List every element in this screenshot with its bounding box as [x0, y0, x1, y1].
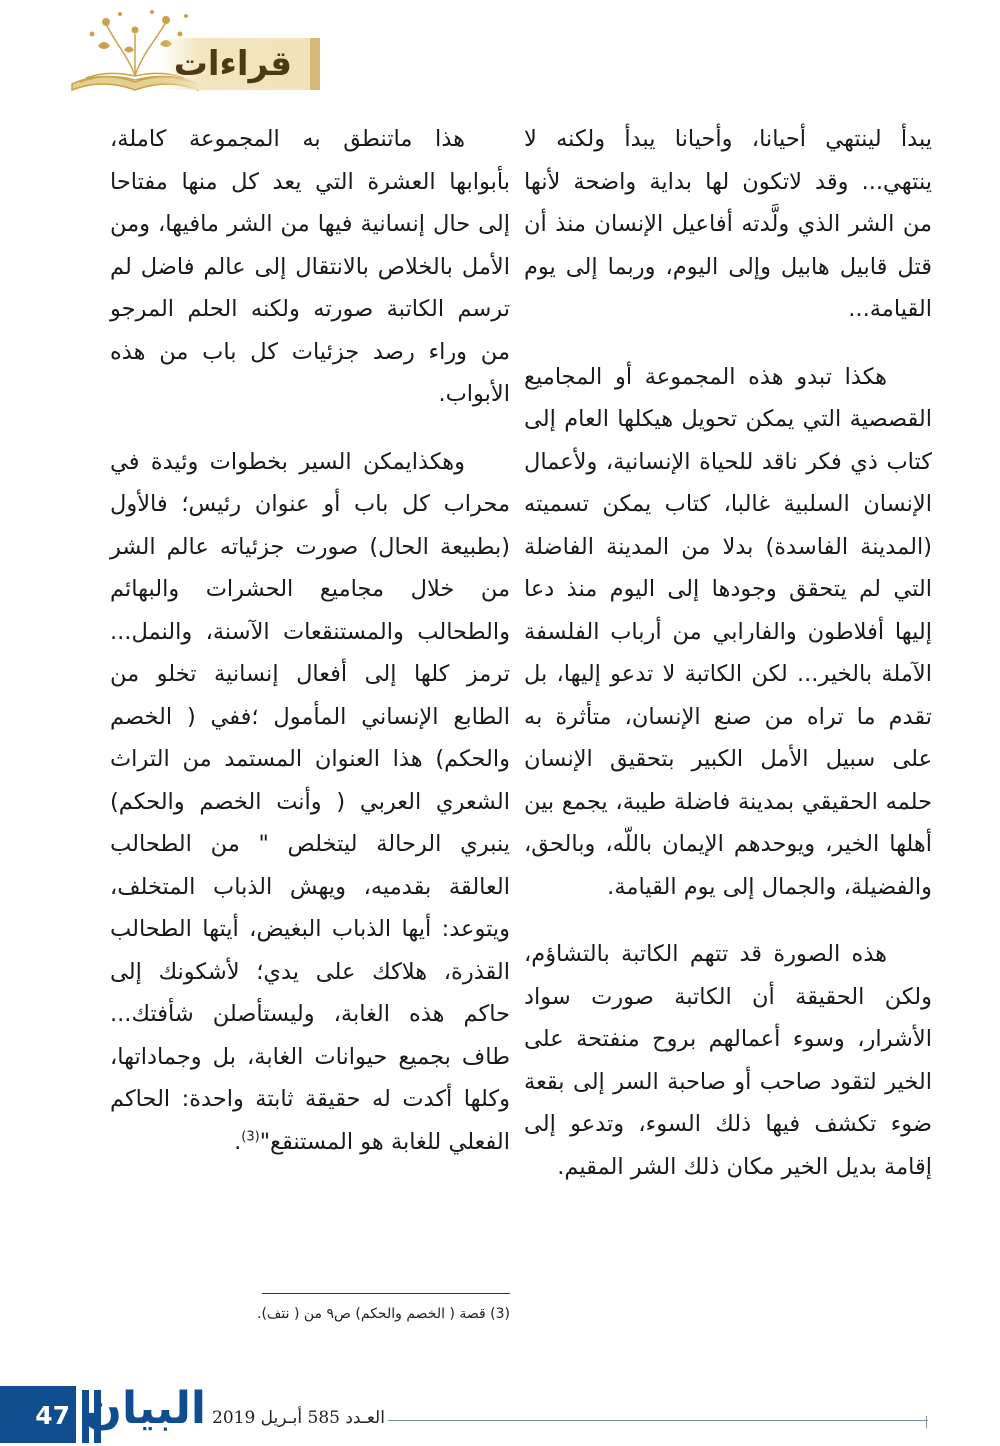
issue-year: 2019 — [212, 1408, 256, 1428]
paragraph: هذه الصورة قد تتهم الكاتبة بالتشاؤم، ولكن الحقيقة أن الكاتبة صورت سواد الأشرار، وسوء أعمالهم بروح منفتحة على الخير لتقود صاحب أو صاحبة السر إلى بقعة ضوء تكشف فيها ذلك السوء، وتدعو إلى إقامة بديل الخير مكان ذلك الشر المقيم. — [524, 941, 932, 1180]
footnote: (3) قصة ( الخصم والحكم) ص٩ من ( نتف). — [257, 1306, 510, 1322]
right-text-column — [524, 118, 932, 1213]
paragraph-end: . — [234, 1128, 242, 1155]
issue-info — [212, 1404, 385, 1432]
footnote-divider — [262, 1293, 510, 1294]
left-text-column — [110, 118, 510, 1188]
footnote-reference[interactable]: (3) — [241, 1129, 260, 1144]
footer-divider-tick — [926, 1416, 927, 1428]
paragraph-text: وهكذايمكن السير بخطوات وئيدة في محراب كل باب أو عنوان رئيس؛ فالأول (بطبيعة الحال) صورت جزئياته عالم الشر من خلال مجاميع الحشرات والبهائم والطحالب والمستنقعات الآسنة، والنمل... ترمز كلها إلى أفعال إنسانية تخلو من الطابع الإنساني المأمول ؛ففي ( الخصم والحكم) هذا العنوان المستمد من التراث الشعري العربي ( وأنت الخصم والحكم) ينبري الرحالة ليتخلص " من الطحالب العالقة بقدميه، ويهش الذباب المتخلف، ويتوعد: أيها الذباب البغيض، أيتها الطحالب القذرة، هلاكك على يدي؛ لأشكونك إلى حاكم هذه الغابة، وليستأصلن شأفتك... طاف بجميع حيوانات الغابة، بل وجماداتها، وكلها أكدت له حقيقة ثابتة واحدة: الحاكم الفعلي للغابة هو المستنقع" — [110, 448, 510, 1155]
paragraph-with-reference — [110, 441, 510, 1164]
footer-divider — [388, 1420, 928, 1421]
paragraph: هذا ماتنطق به المجموعة كاملة، بأبوابها العشرة التي يعد كل منها مفتاحا إلى حال إنسانية فيها من الشر مافيها، ومن الأمل بالخلاص بالانتقال إلى عالم فاضل لم ترسم الكاتبة صورته ولكنه الحلم المرجو من وراء رصد جزئيات كل باب من هذه الأبواب. — [110, 126, 510, 407]
page-number: 47 — [0, 1386, 76, 1443]
paragraph: هكذا تبدو هذه المجموعة أو المجاميع القصصية التي يمكن تحويل هيكلها العام إلى كتاب ذي فكر ناقد للحياة الإنسانية، ولأعمال الإنسان السلبية غالبا، كتاب يمكن تسميته (المدينة الفاسدة) بدلا من المدينة الفاضلة التي لم يتحقق وجودها إلى اليوم منذ دعا إليها أفلاطون والفارابي من أرباب الفلسفة الآملة بالخير... لكن الكاتبة لا تدعو إليها، بل تقدم ما تراه من صنع الإنسان، متأثرة به على سبيل الأمل الكبير بتحقيق الإنسان حلمه الحقيقي بمدينة فاضلة طيبة، يجمع بين أهلها الخير، ويوحدهم الإيمان باللّه، وبالحق، والفضيلة، والجمال إلى يوم القيامة. — [524, 363, 932, 900]
magazine-logo: البيان — [84, 1383, 206, 1434]
paragraph: يبدأ لينتهي أحيانا، وأحيانا يبدأ ولكنه لا ينتهي... وقد لاتكون لها بداية واضحة لأنها من الشر الذي ولَّدته أفاعيل الإنسان منذ أن قتل قابيل هابيل وإلى اليوم، وربما إلى يوم القيامة... — [524, 126, 932, 322]
issue-month: أبـريل — [260, 1408, 303, 1428]
section-label — [160, 38, 320, 90]
issue-label: العـدد — [345, 1408, 385, 1428]
section-label-bar — [310, 38, 320, 90]
issue-number: 585 — [307, 1408, 340, 1428]
section-title: قراءات — [173, 44, 292, 84]
